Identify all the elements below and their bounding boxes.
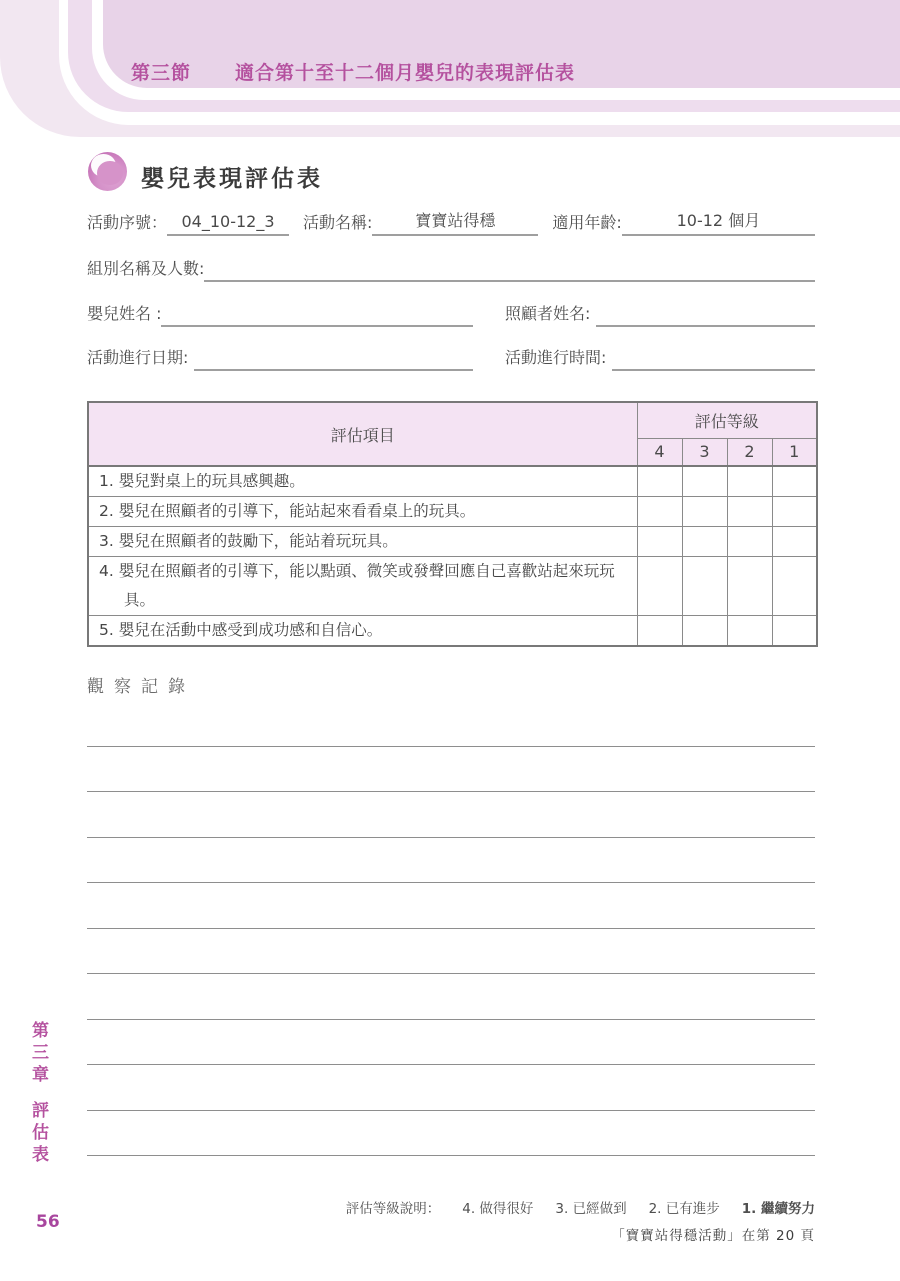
infant-name-blank: [161, 303, 473, 327]
score-cell: [772, 466, 817, 497]
score-cell: [682, 466, 727, 497]
observation-line: [87, 883, 815, 929]
grade-level-3: 3: [682, 438, 727, 466]
table-header-grades: 評估等級: [637, 402, 817, 438]
score-cell: [727, 497, 772, 527]
score-cell: [727, 616, 772, 647]
score-cell: [727, 466, 772, 497]
activity-date-label: 活動進行日期:: [87, 348, 189, 367]
table-row: [88, 466, 817, 497]
grade-legend-item-4: 4. 做得很好: [462, 1201, 534, 1217]
item-text-4: 4. 嬰兒在照顧者的引導下，能以點頭、微笑或發聲回應自己喜歡站起來玩玩具。: [88, 557, 637, 616]
observation-lines: [87, 701, 815, 1156]
grade-level-4: 4: [637, 438, 682, 466]
observation-heading: 觀察記錄: [87, 677, 195, 697]
score-cell: [772, 527, 817, 557]
table-row: [88, 527, 817, 557]
observation-line: [87, 1020, 815, 1066]
grade-legend-label: 評估等級說明：: [345, 1201, 441, 1217]
activity-number-label: 活動序號：: [87, 213, 168, 232]
table-row: [88, 616, 817, 647]
activity-date-blank: [194, 347, 473, 371]
table-header-items: 評估項目: [88, 402, 637, 466]
form-row-group: [87, 256, 815, 282]
form-row-activity: [87, 208, 815, 236]
section-title: 適合第十至十二個月嬰兒的表現評估表: [235, 62, 576, 84]
form-row-names: [87, 301, 815, 327]
score-cell: [727, 557, 772, 616]
observation-line: [87, 838, 815, 884]
score-cell: [772, 616, 817, 647]
caregiver-name-label: 照顧者姓名:: [505, 304, 591, 323]
grade-legend-item-1: 1. 繼續努力: [741, 1201, 815, 1217]
age-range-value: 10-12 個月: [622, 208, 815, 236]
activity-name-value: 寶寶站得穩: [372, 208, 538, 236]
score-cell: [637, 527, 682, 557]
group-name-label: 組別名稱及人數:: [87, 259, 205, 278]
observation-line: [87, 792, 815, 838]
observation-line: [87, 747, 815, 793]
item-text-2: 2. 嬰兒在照顧者的引導下，能站起來看看桌上的玩具。: [88, 497, 637, 527]
sidebar-chapter-label: 第三章: [28, 1021, 48, 1087]
score-cell: [637, 466, 682, 497]
table-row: [88, 557, 817, 616]
grade-legend-item-2: 2. 已有進步: [648, 1201, 720, 1217]
group-name-blank: [204, 258, 815, 282]
score-cell: [637, 557, 682, 616]
score-cell: [772, 497, 817, 527]
page-title: 嬰兒表現評估表: [141, 166, 323, 192]
observation-line: [87, 974, 815, 1020]
activity-time-blank: [612, 347, 815, 371]
chapter-section-label: 第三節: [131, 62, 192, 84]
observation-line: [87, 701, 815, 747]
activity-page-reference: 「寶寶站得穩活動」在第 20 頁: [611, 1228, 815, 1244]
form-row-datetime: [87, 345, 815, 371]
score-cell: [637, 497, 682, 527]
page-number: 56: [36, 1212, 60, 1232]
age-range-label: 適用年齡:: [552, 213, 622, 232]
caregiver-name-blank: [596, 303, 815, 327]
activity-number-value: 04_10-12_3: [167, 212, 289, 236]
grade-legend: [346, 1197, 815, 1217]
score-cell: [682, 527, 727, 557]
score-cell: [637, 616, 682, 647]
item-text-1: 1. 嬰兒對桌上的玩具感興趣。: [88, 466, 637, 497]
table-row: [88, 497, 817, 527]
sidebar-section-label: 評估表: [28, 1101, 48, 1167]
infant-name-label: 嬰兒姓名 :: [87, 304, 162, 323]
item-text-3: 3. 嬰兒在照顧者的鼓勵下，能站着玩玩具。: [88, 527, 637, 557]
observation-line: [87, 1065, 815, 1111]
section-header: [131, 58, 575, 85]
activity-time-label: 活動進行時間:: [505, 348, 607, 367]
score-cell: [682, 557, 727, 616]
score-cell: [682, 616, 727, 647]
grade-level-2: 2: [727, 438, 772, 466]
assessment-table: [87, 401, 816, 647]
observation-line: [87, 1111, 815, 1157]
score-cell: [727, 527, 772, 557]
observation-line: [87, 929, 815, 975]
score-cell: [682, 497, 727, 527]
grade-legend-item-3: 3. 已經做到: [555, 1201, 627, 1217]
activity-name-label: 活動名稱:: [303, 213, 373, 232]
grade-level-1: 1: [772, 438, 817, 466]
pink-bubble-icon: [88, 152, 127, 191]
item-text-5: 5. 嬰兒在活動中感受到成功感和自信心。: [88, 616, 637, 647]
score-cell: [772, 557, 817, 616]
